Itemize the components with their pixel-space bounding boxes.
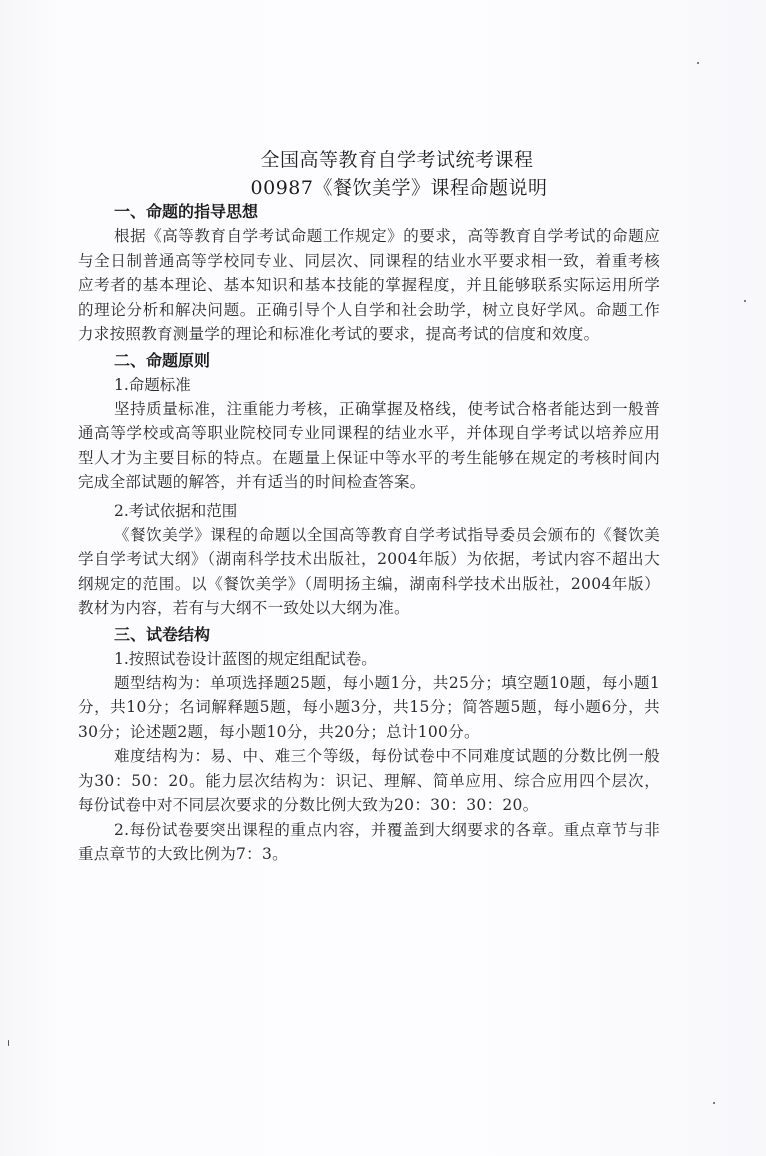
guiding-ideology-paragraph: 根据《高等教育自学考试命题工作规定》的要求，高等教育自学考试的命题应与全日制普通高等学校同专业、同层次、同课程的结业水平要求相一致，着重考核应考者的基本理论、基本知识和基本技能的掌握程度，并且能够联系实际运用所学的理论分析和解决问题。正确引导个人自学和社会助学，树立良好学风。命题工作力求按照教育测量学的理论和标准化考试的要求，提高考试的信度和效度。 — [78, 227, 660, 343]
question-types-paragraph: 题型结构为：单项选择题25题，每小题1分，共25分；填空题10题，每小题1分，共10分；名词解释题5题，每小题3分，共15分；简答题5题，每小题6分，共30分；论述题2题，每小题10分，共20分；总计100分。 — [78, 673, 660, 741]
subheading-basis-scope: 2.考试依据和范围 — [114, 501, 238, 520]
scan-speck — [744, 300, 746, 302]
subheading-blueprint: 1.按照试卷设计蓝图的规定组配试卷。 — [114, 649, 377, 668]
difficulty-paragraph: 难度结构为：易、中、难三个等级，每份试卷中不同难度试题的分数比例一般为30：50：20。能力层次结构为：识记、理解、简单应用、综合应用四个层次，每份试卷中对不同层次要求的分数比例大致为20：30：30：20。 — [78, 747, 660, 814]
basis-scope-paragraph: 《餐饮美学》课程的命题以全国高等教育自学考试指导委员会颁布的《餐饮美学自学考试大纲》（湖南科学技术出版社，2004年版）为依据，考试内容不超出大纲规定的范围。以《餐饮美学》（周明扬主编，湖南科学技术出版社，2004年版）教材为内容，若有与大纲不一致处以大纲为准。 — [78, 525, 660, 617]
subheading-standard: 1.命题标准 — [114, 375, 191, 394]
document-subtitle: 00987《餐饮美学》课程命题说明 — [250, 177, 548, 199]
scan-speck — [713, 1102, 715, 1104]
key-content-paragraph: 2.每份试卷要突出课程的重点内容，并覆盖到大纲要求的各章。重点章节与非重点章节的大致比例为7：3。 — [78, 820, 660, 863]
section-heading-guiding-ideology: 一、命题的指导思想 — [114, 202, 259, 221]
section-heading-principles: 二、命题原则 — [114, 350, 211, 370]
scan-speck — [8, 1040, 9, 1046]
scan-speck — [697, 62, 699, 64]
document-body — [78, 200, 660, 867]
standard-paragraph: 坚持质量标准，注重能力考核，正确掌握及格线，使考试合格者能达到一般普通高等学校或高等职业院校同专业同课程的结业水平，并体现自学考试以培养应用型人才为主要目标的特点。在题量上保证中等水平的考生能够在规定的考核时间内完成全部试题的解答，并有适当的时间检查答案。 — [78, 399, 660, 491]
section-heading-structure: 三、试卷结构 — [114, 624, 211, 644]
document-title: 全国高等教育自学考试统考课程 — [260, 149, 534, 171]
